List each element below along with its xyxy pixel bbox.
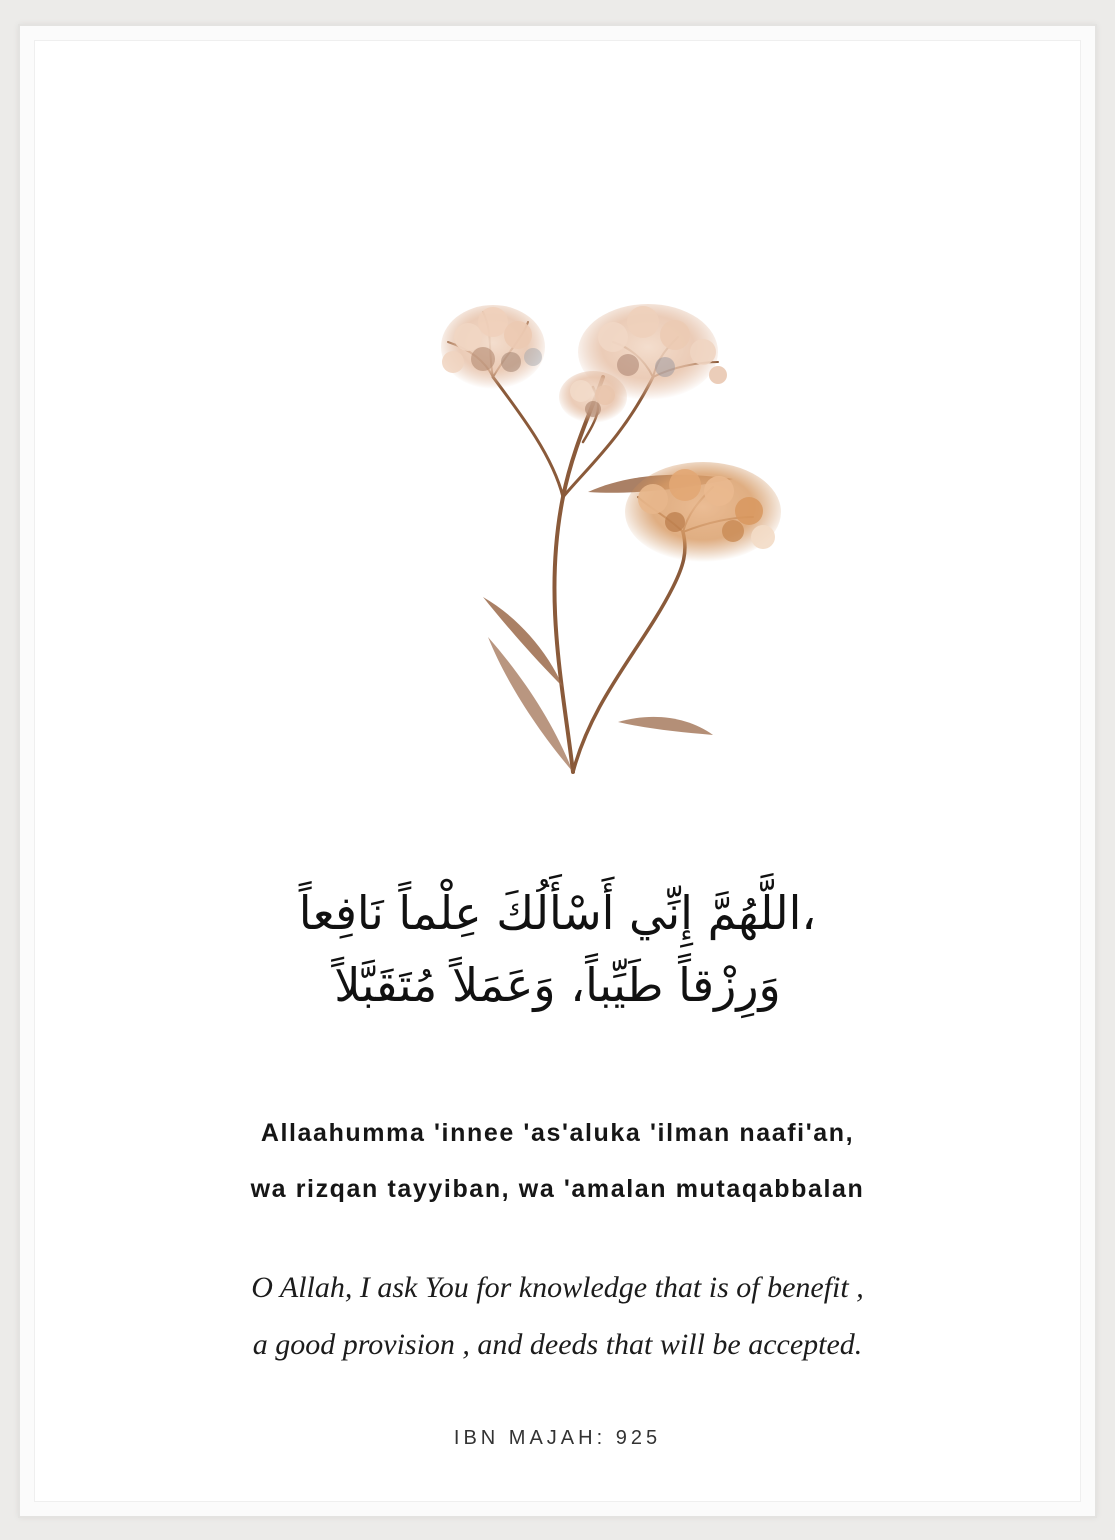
transliteration <box>35 1105 1080 1217</box>
english-translation <box>35 1259 1080 1373</box>
blossom-cluster-left <box>441 305 545 389</box>
watercolor-dried-flower-icon <box>413 267 783 777</box>
poster-frame <box>18 24 1097 1518</box>
arabic-line-1: ،اللَّهُمَّ إِنِّي أَسْأَلُكَ عِلْماً نَافِعاً <box>298 886 817 940</box>
blossom-cluster-right <box>625 462 781 562</box>
arabic-line-2: وَرِزْقاً طَيِّباً، وَعَمَلاً مُتَقَبَّلاً <box>334 958 781 1012</box>
hadith-source: IBN MAJAH: 925 <box>453 1427 662 1449</box>
blossom-cluster-middle <box>559 371 627 423</box>
poster-mat <box>34 40 1081 1502</box>
transliteration-line-2: wa rizqan tayyiban, wa 'amalan mutaqabbalan <box>250 1175 865 1203</box>
arabic-dua <box>35 877 1080 1021</box>
translation-line-1: O Allah, I ask You for knowledge that is of benefit , <box>251 1271 864 1304</box>
transliteration-line-1: Allaahumma 'innee 'as'aluka 'ilman naafi'an, <box>260 1119 855 1147</box>
translation-line-2: a good provision , and deeds that will be accepted. <box>252 1328 863 1361</box>
